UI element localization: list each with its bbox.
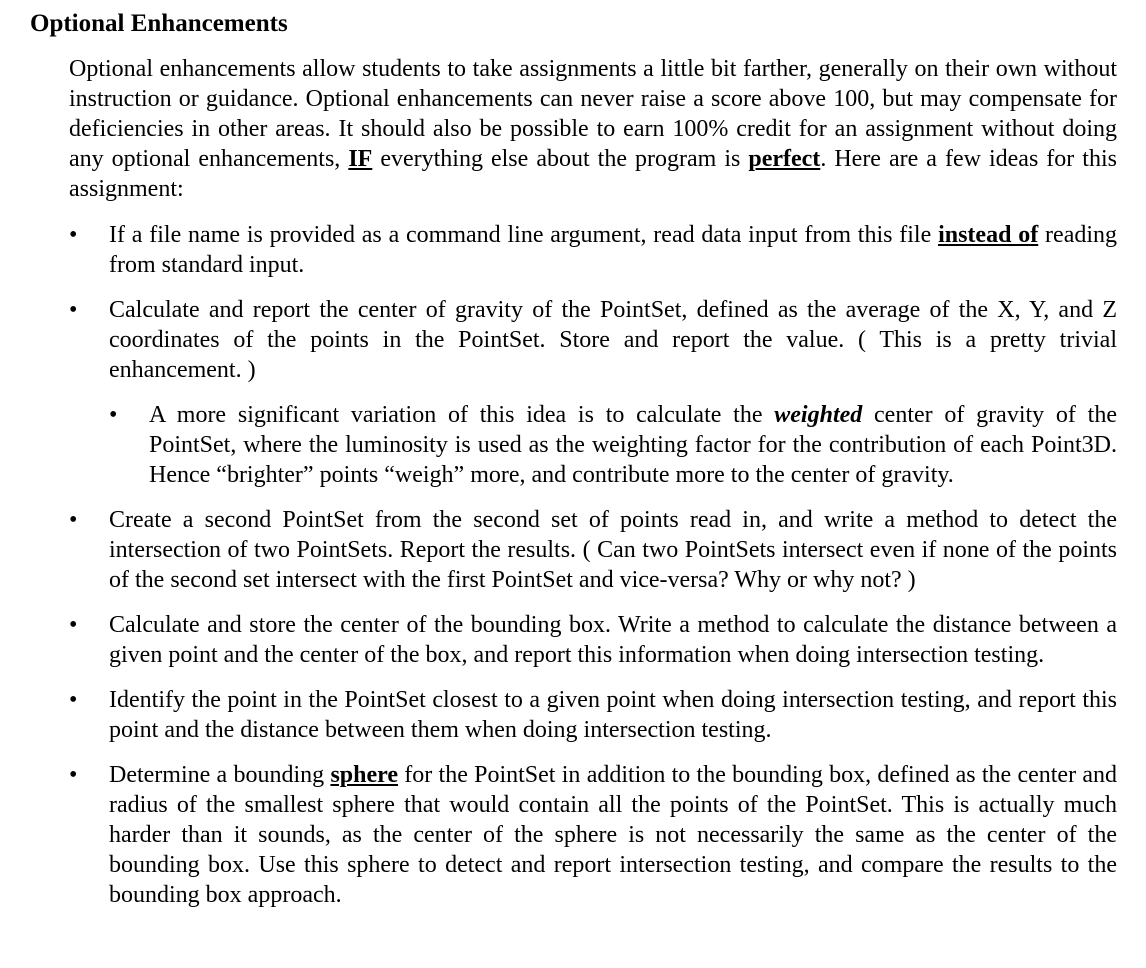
list-item-text: Create a second PointSet from the second set of points read in, and write a method to detect the intersection of two PointSets. Report the results. ( Can two PointSets intersect even if none of the points of the second set intersect with the first PointSet and vice-versa? Why or why not? )	[109, 507, 1117, 593]
item-text-pre: A more significant variation of this idea is to calculate the	[149, 402, 775, 428]
list-item-intersection	[0, 505, 1146, 595]
section-heading: Optional Enhancements	[30, 10, 288, 37]
intro-text-2: everything else about the program is	[372, 146, 749, 172]
list-item-bounding-sphere	[0, 760, 1146, 910]
list-item-text: Calculate and report the center of gravity of the PointSet, defined as the average of the X, Y, and Z coordinates of the points in the PointSet. Store and report the value. ( This is a pretty trivial enhancement. )	[109, 297, 1117, 383]
item-text-post: for the PointSet in addition to the bounding box, defined as the center and radius of the smallest sphere that would contain all the points of the PointSet. This is actually much harder than it sounds, as the center of the sphere is not necessarily the same as the center of the bounding box. Use this sphere to detect and report intersection testing, and compare the results to the bounding box approach.	[109, 762, 1118, 908]
emphasis-if: IF	[348, 146, 373, 172]
item-text-pre: Determine a bounding	[109, 762, 331, 788]
bullet-icon: •	[69, 222, 78, 248]
emphasis-instead-of: instead of	[938, 222, 1039, 248]
enhancement-list	[0, 220, 1146, 910]
list-item-text: Calculate and store the center of the bounding box. Write a method to calculate the distance between a given point and the center of the box, and report this information when doing intersection testing.	[109, 612, 1117, 668]
bullet-icon: •	[69, 297, 78, 323]
list-item-text: Identify the point in the PointSet closest to a given point when doing intersection testing, and report this point and the distance between them when doing intersection testing.	[109, 687, 1117, 743]
item-text-pre: If a file name is provided as a command line argument, read data input from this file	[109, 222, 939, 248]
list-item-text	[149, 400, 1117, 490]
list-item-text	[109, 760, 1117, 910]
bullet-icon: •	[69, 507, 78, 533]
list-item-bounding-box-center	[0, 610, 1146, 670]
intro-paragraph	[69, 54, 1117, 204]
intro-text-1: Optional enhancements allow students to take assignments a little bit farther, generally on their own without instruction or guidance. Optional enhancements can never raise a score above 100, but may compensate for deficiencies in other areas. It should also be possible to earn 100% credit for an assignment without doing any optional enhancements,	[69, 56, 1117, 172]
list-item-center-of-gravity	[0, 295, 1146, 385]
list-item-weighted-center	[0, 400, 1146, 490]
emphasis-sphere: sphere	[330, 762, 398, 788]
list-item-text	[109, 220, 1117, 280]
intro-text-3: . Here are a few ideas for this assignment:	[69, 146, 1117, 202]
list-item-closest-point	[0, 685, 1146, 745]
bullet-icon: •	[69, 762, 78, 788]
emphasis-weighted: weighted	[774, 402, 863, 428]
list-item-file-input	[0, 220, 1146, 280]
item-text-post: reading from standard input.	[109, 222, 1118, 278]
emphasis-perfect: perfect	[748, 146, 821, 172]
bullet-icon: •	[109, 402, 118, 428]
item-text-post: center of gravity of the PointSet, where the luminosity is used as the weighting factor for the contribution of each Point3D. Hence “brighter” points “weigh” more, and contribute more to the center of gravity.	[149, 402, 1117, 488]
bullet-icon: •	[69, 687, 78, 713]
bullet-icon: •	[69, 612, 78, 638]
